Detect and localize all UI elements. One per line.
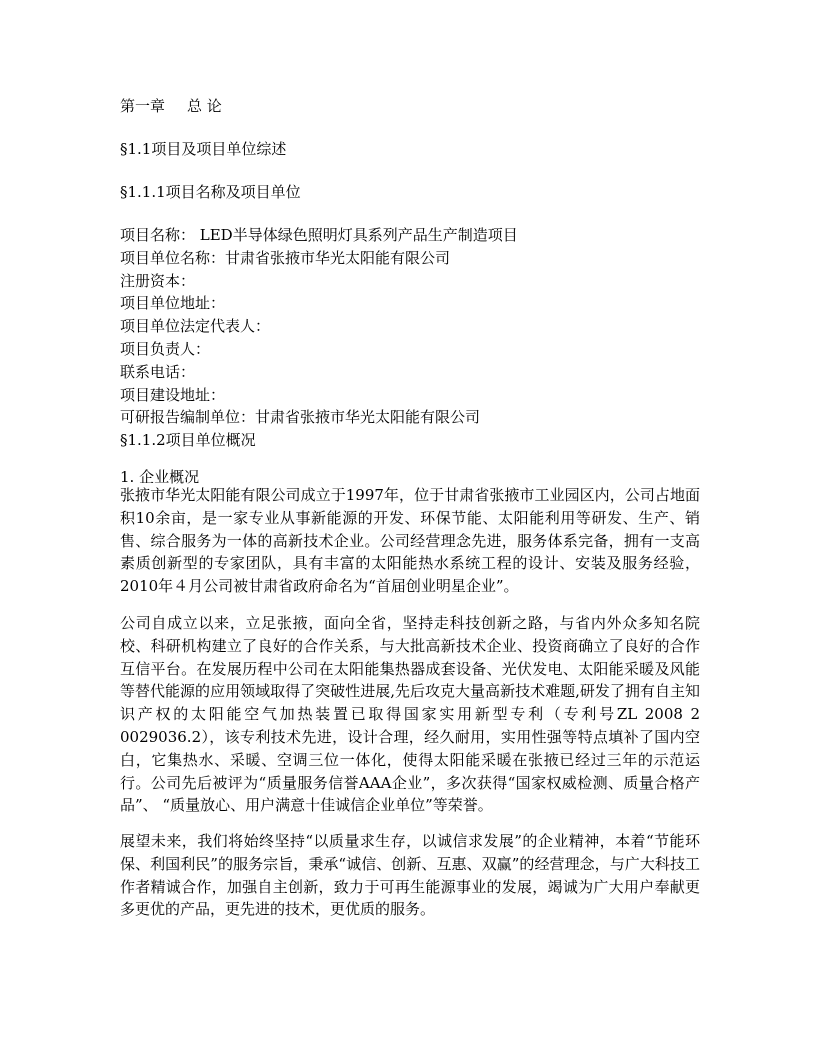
info-project-name: 项目名称： LED半导体绿色照明灯具系列产品生产制造项目 — [120, 226, 518, 244]
chapter-number: 第一章 — [120, 97, 166, 115]
info-unit-name: 项目单位名称：甘肃省张掖市华光太阳能有限公司 — [120, 248, 451, 267]
info-project-leader: 项目负责人： — [120, 339, 211, 358]
paragraph-future-outlook: 展望未来，我们将始终坚持“以质量求生存，以诚信求发展”的企业精神，本着“节能环保、利国利民”的服务宗旨，秉承“诚信、创新、互惠、双赢”的经营理念，与广大科技工作者精诚合作，加强自主创新，致力于可再生能源事业的发展，竭诚为广大用户奉献更多更优的产品，更先进的技术，更优质的服务。 — [120, 832, 700, 919]
info-registered-capital: 注册资本： — [120, 271, 196, 290]
section-heading-1-1: §1.1项目及项目单位综述 — [120, 140, 287, 158]
info-unit-address: 项目单位地址： — [120, 294, 226, 313]
info-contact-phone: 联系电话： — [120, 362, 196, 381]
section-heading-1-1-2: §1.1.2项目单位概况 — [120, 431, 256, 450]
paragraph-company-history: 公司自成立以来，立足张掖，面向全省，坚持走科技创新之路，与省内外众多知名院校、科研机构建立了良好的合作关系，与大批高新技术企业、投资商确立了良好的合作互信平台。在发展历程中公司在太阳能集热器成套设备、光伏发电、太阳能采暖及风能等替代能源的应用领域取得了突破性进展,先后攻克大量高新技术难题,研发了拥有自主知识产权的太阳能空气加热装置已取得国家实用新型专利（专利号ZL 2008 2 0029036.2），该专利技术先进，设计合理，经久耐用，实用性强等特点填补了国内空白，它集热水、采暖、空调三位一体化，使得太阳能采暖在张掖已经过三年的示范运行。公司先后被评为“质量服务信誉AAA企业”，多次获得“国家权威检测、质量合格产品”、 “质量放心、用户满意十佳诚信企业单位”等荣誉。 — [120, 614, 700, 815]
chapter-name: 总 论 — [187, 97, 222, 115]
subsection-enterprise-overview: 1. 企业概况 — [120, 467, 200, 486]
document-content — [120, 94, 700, 489]
project-info-list — [120, 224, 700, 429]
info-construction-address: 项目建设地址： — [120, 385, 226, 404]
section-heading-1-1-1: §1.1.1项目名称及项目单位 — [120, 183, 301, 201]
paragraph-company-intro: 张掖市华光太阳能有限公司成立于1997年，位于甘肃省张掖市工业园区内，公司占地面积10余亩，是一家专业从事新能源的开发、环保节能、太阳能利用等研发、生产、销售、综合服务为一体的高新技术企业。公司经营理念先进，服务体系完备，拥有一支高素质创新型的专家团队，具有丰富的太阳能热水系统工程的设计、安装及服务经验，2010年４月公司被甘肃省政府命名为“首届创业明星企业”。 — [120, 486, 700, 596]
info-legal-representative: 项目单位法定代表人： — [120, 317, 271, 336]
chapter-title — [120, 94, 700, 118]
info-report-compiler: 可研报告编制单位：甘肃省张掖市华光太阳能有限公司 — [120, 408, 481, 427]
